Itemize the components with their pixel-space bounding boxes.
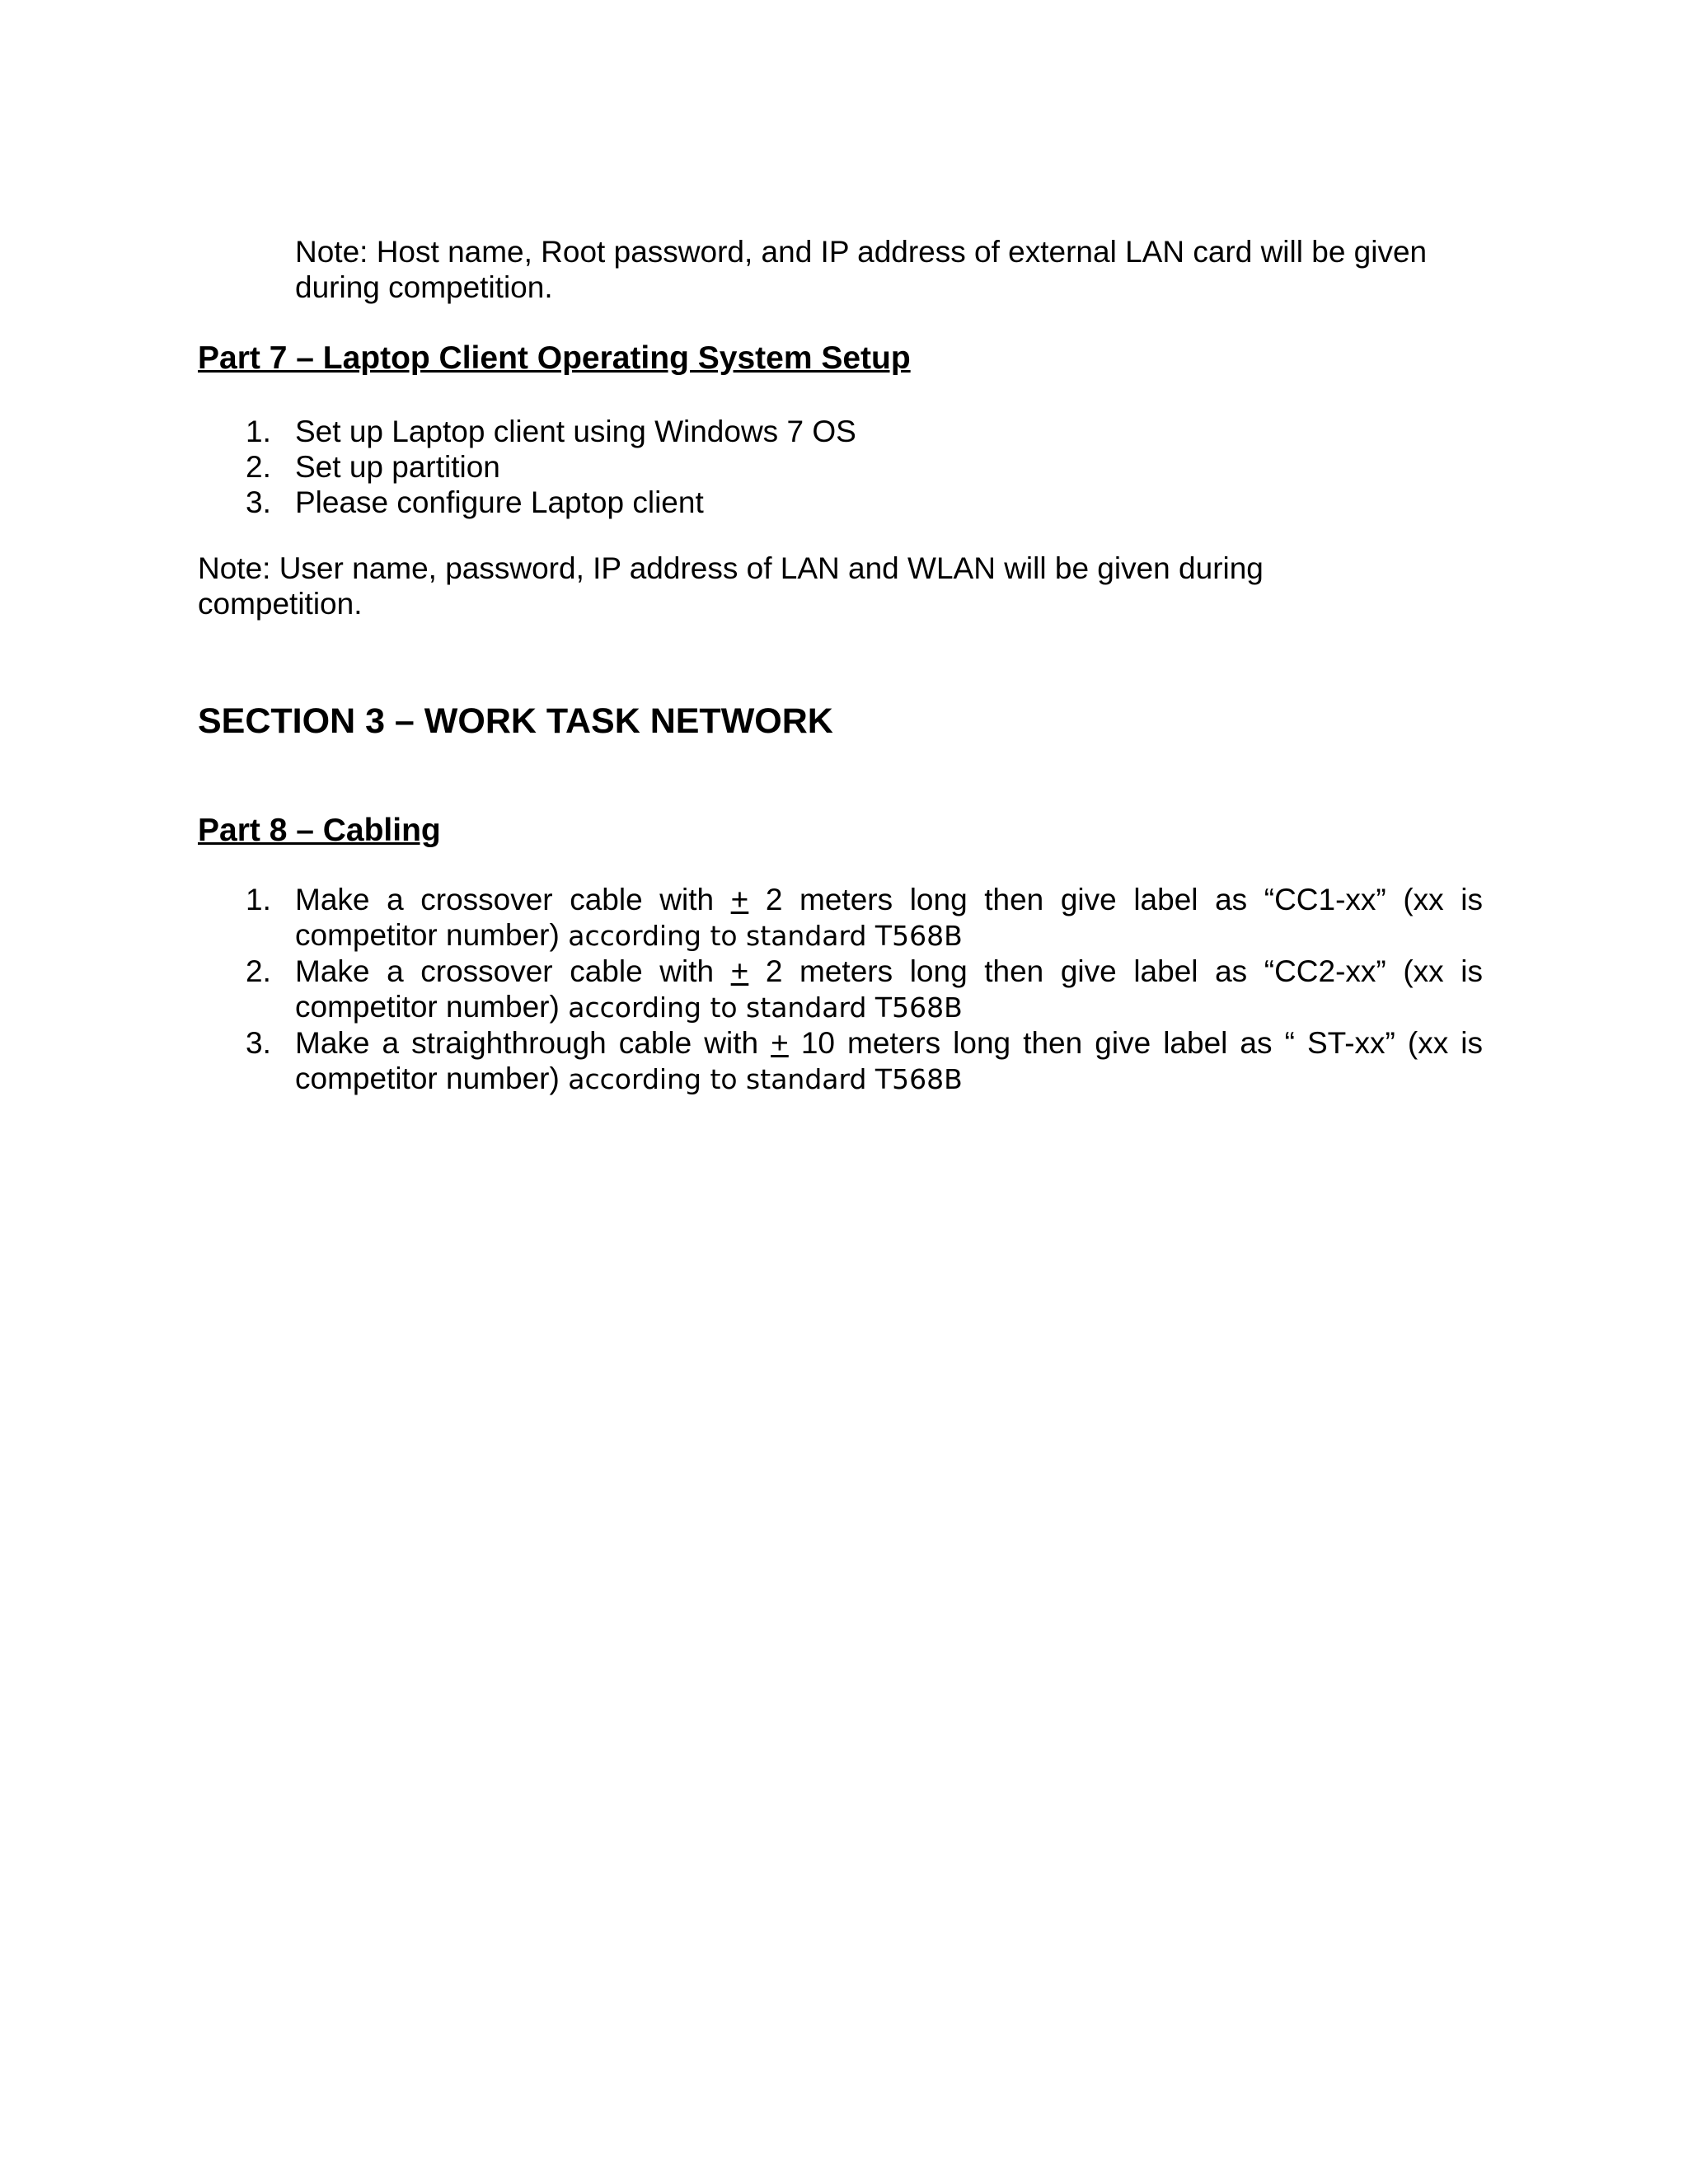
list-number: 1. bbox=[246, 415, 271, 448]
part8-heading: Part 8 – Cabling bbox=[198, 813, 441, 848]
plus-minus-symbol: + bbox=[730, 954, 749, 988]
list-item bbox=[198, 485, 856, 520]
list-item bbox=[198, 449, 856, 485]
list-item-text bbox=[295, 954, 1483, 1025]
list-number: 2. bbox=[246, 450, 271, 484]
item-text-post: 2 meters long then give label as “CC1-xx” (xx is competitor number) bbox=[295, 883, 1483, 952]
list-item bbox=[198, 414, 856, 449]
section3-heading: SECTION 3 – WORK TASK NETWORK bbox=[198, 701, 833, 741]
standard-text: according to standard T568B bbox=[559, 1063, 963, 1095]
list-number: 3. bbox=[246, 1026, 271, 1060]
item-text-pre: Make a crossover cable with bbox=[295, 883, 731, 916]
part7-heading: Part 7 – Laptop Client Operating System Setup bbox=[198, 340, 911, 376]
list-item-text: Please configure Laptop client bbox=[295, 485, 704, 519]
item-text-pre: Make a straighthrough cable with bbox=[295, 1026, 771, 1060]
item-text-post: 10 meters long then give label as “ ST-xx” (xx is competitor number) bbox=[295, 1026, 1483, 1095]
list-number: 1. bbox=[246, 883, 271, 916]
list-item-text: Set up partition bbox=[295, 450, 500, 484]
item-text-pre: Make a crossover cable with bbox=[295, 954, 731, 988]
list-number: 2. bbox=[246, 954, 271, 988]
part8-list bbox=[198, 882, 1483, 1097]
standard-text: according to standard T568B bbox=[559, 920, 963, 952]
plus-minus-symbol: + bbox=[730, 883, 749, 916]
standard-text: according to standard T568B bbox=[559, 991, 963, 1024]
list-item bbox=[198, 882, 1483, 954]
list-item bbox=[198, 1025, 1483, 1097]
part7-list bbox=[198, 414, 856, 520]
list-item-text bbox=[295, 1025, 1483, 1097]
host-note: Note: Host name, Root password, and IP address of external LAN card will be given during competition. bbox=[295, 235, 1428, 304]
laptop-note: Note: User name, password, IP address of LAN and WLAN will be given during competition. bbox=[198, 551, 1264, 621]
list-item-text: Set up Laptop client using Windows 7 OS bbox=[295, 415, 856, 448]
plus-minus-symbol: + bbox=[771, 1026, 789, 1060]
list-number: 3. bbox=[246, 485, 271, 519]
list-item bbox=[198, 954, 1483, 1025]
list-item-text bbox=[295, 882, 1483, 954]
item-text-post: 2 meters long then give label as “CC2-xx” (xx is competitor number) bbox=[295, 954, 1483, 1024]
